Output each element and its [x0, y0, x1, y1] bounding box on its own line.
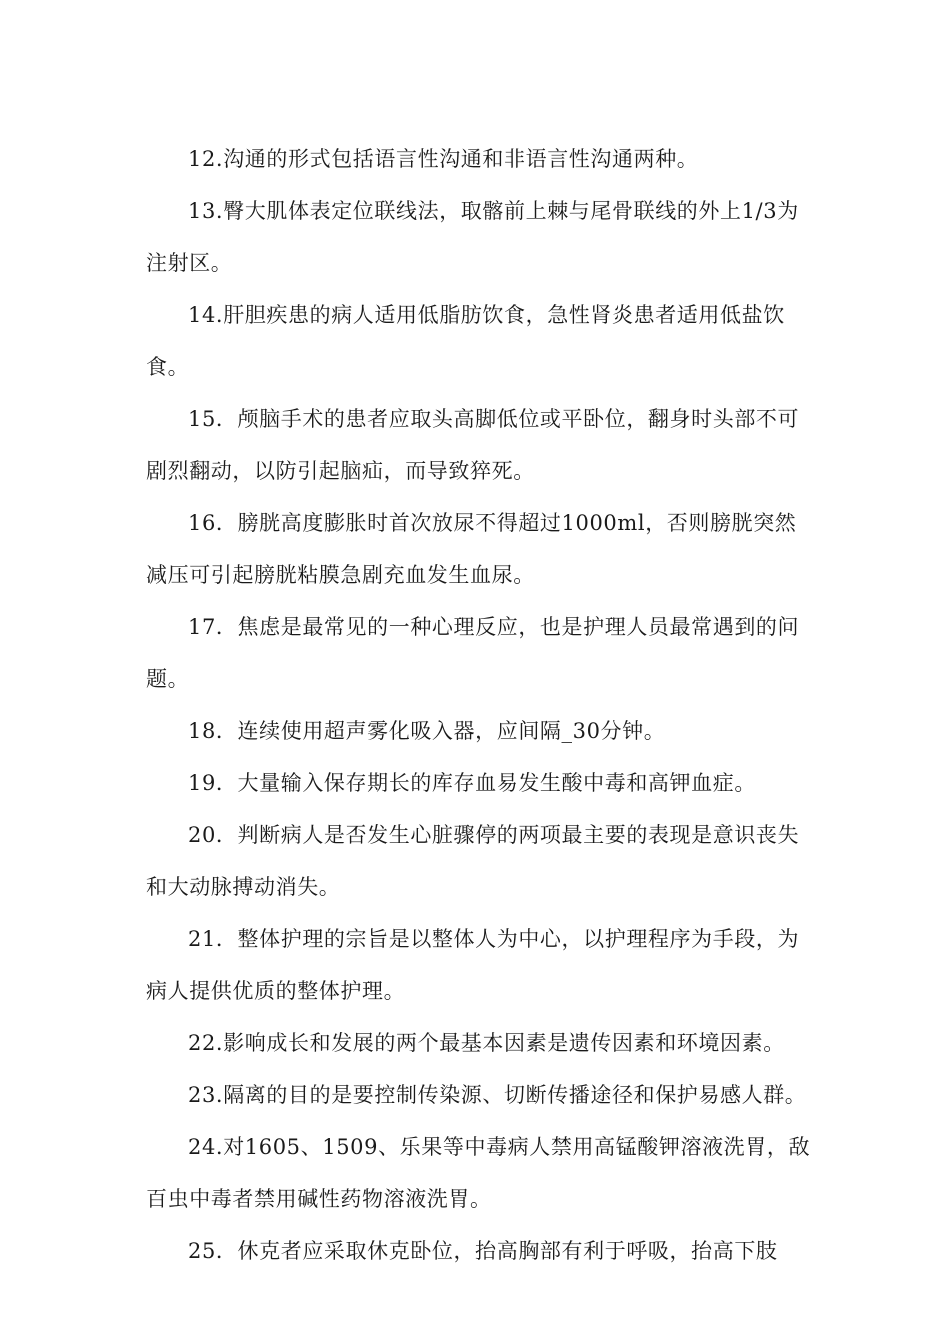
- paragraph-15: 15．颅脑手术的患者应取头高脚低位或平卧位，翻身时头部不可剧烈翻动，以防引起脑疝，而导致猝死。: [146, 407, 800, 483]
- paragraph-20: 20．判断病人是否发生心脏骤停的两项最主要的表现是意识丧失和大动脉搏动消失。: [146, 823, 800, 899]
- paragraph-13: 13.臀大肌体表定位联线法，取髂前上棘与尾骨联线的外上1/3为注射区。: [146, 199, 799, 275]
- paragraph-19: 19．大量输入保存期长的库存血易发生酸中毒和高钾血症。: [188, 771, 756, 795]
- paragraph-25: 25．休克者应采取休克卧位，抬高胸部有利于呼吸，抬高下肢: [188, 1239, 778, 1263]
- paragraph-12: 12.沟通的形式包括语言性沟通和非语言性沟通两种。: [188, 147, 699, 171]
- paragraph-18: 18．连续使用超声雾化吸入器，应间隔_30分钟。: [188, 719, 666, 743]
- paragraph-22: 22.影响成长和发展的两个最基本因素是遗传因素和环境因素。: [188, 1031, 785, 1055]
- paragraph-23: 23.隔离的目的是要控制传染源、切断传播途径和保护易感人群。: [188, 1083, 807, 1107]
- paragraph-17: 17．焦虑是最常见的一种心理反应，也是护理人员最常遇到的问题。: [146, 615, 800, 691]
- paragraph-16: 16．膀胱高度膨胀时首次放尿不得超过1000ml，否则膀胱突然减压可引起膀胱粘膜急剧充血发生血尿。: [146, 511, 797, 587]
- paragraph-21: 21．整体护理的宗旨是以整体人为中心，以护理程序为手段，为病人提供优质的整体护理。: [146, 927, 800, 1003]
- paragraph-14: 14.肝胆疾患的病人适用低脂肪饮食，急性肾炎患者适用低盐饮食。: [146, 303, 785, 379]
- paragraph-24: 24.对1605、1509、乐果等中毒病人禁用高锰酸钾溶液洗胃，敌百虫中毒者禁用碱性药物溶液洗胃。: [146, 1135, 811, 1211]
- document-body: [146, 133, 816, 1277]
